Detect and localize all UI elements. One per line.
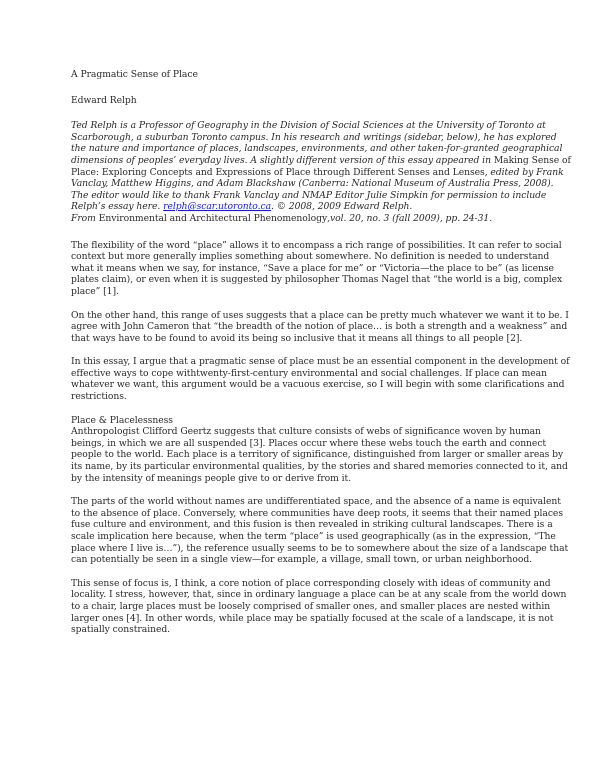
document-author: Edward Relph bbox=[71, 94, 137, 106]
section-paragraph: This sense of focus is, I think, a core notion of place corresponding closely with ideas of community and locality. I stress, however, that, since in ordinary language a place can be at any scale from the world down to a chair, large places must be loosely comprised of smaller ones, and smaller places are nested within larger ones [4]. In other words, while place may be spatially focused at the scale of a landscape, it is not spatially constrained. bbox=[71, 577, 567, 636]
book-title: Making Sense of Place: Exploring Concepts and Expressions of Place through Different Senses and Lenses bbox=[71, 154, 571, 178]
body-paragraph: In this essay, I argue that a pragmatic sense of place must be an essential component in the development of effective ways to cope withtwenty-first-century environmental and social challenges. If place can mean whatever we want, this argument would be a vacuous exercise, so I will begin with some clarifications and restrictions. bbox=[71, 356, 570, 403]
copyright-text: . © 2008, 2009 Edward Relph. bbox=[271, 201, 413, 213]
body-paragraph: The flexibility of the word “place” allows it to encompass a rich range of possibilities. It can refer to social context but more generally implies something about somewhere. No definition is needed to understand what it means when we say, for instance, “Save a place for me” or “Victoria—the place to be” (as license plates claim), or even when it is suggested by philosopher Thomas Nagel that “the world is a big, complex place” [1]. bbox=[71, 239, 563, 297]
section-paragraph: Anthropologist Clifford Geertz suggests that culture consists of webs of significance woven by human beings, in which we are all suspended [3]. Places occur where these webs touch the earth and connect people to the world. Each place is a territory of significance, distinguished from larger or smaller areas by its name, by its particular environmental qualities, by the stories and shared memories connected to it, and by the intensity of meanings people give to or derive from it. bbox=[71, 426, 568, 484]
section-heading: Place & Placelessness bbox=[71, 414, 173, 426]
author-bio-intro bbox=[71, 120, 571, 224]
intro-text-2: , edited by Frank Vanclay, Matthew Higgins, and Adam Blackshaw (Canberra: National Museum of Australia Press, 2008). The editor would like to thank Frank Vanclay and NMAP Editor Julie Simpkin for permission to include Relph’s essay here. bbox=[71, 166, 564, 213]
intro-text-1: Ted Relph is a Professor of Geography in the Division of Social Sciences at the University of Toronto at Scarborough, a suburban Toronto campus. In his research and writings (sidebar, below), he has explored the nature and importance of places, landscapes, environments, and other taken-for-granted geographical dimensions of peoples’ everyday lives. A slightly different version of this essay appeared in bbox=[71, 120, 563, 166]
email-link[interactable]: relph@scar.utoronto.ca bbox=[163, 201, 272, 213]
citation-text: ,vol. 20, no. 3 (fall 2009), pp. 24-31. bbox=[327, 212, 493, 224]
from-label: From bbox=[71, 212, 99, 224]
section-place-placelessness bbox=[71, 415, 571, 485]
section-paragraph: The parts of the world without names are undifferentiated space, and the absence of a name is equivalent to the absence of place. Conversely, where communities have deep roots, it seems that their named places fuse culture and environment, and this fusion is then revealed in striking cultural landscapes. There is a scale implication here because, when the term “place” is used geographically (as in the expression, “The place where I live is…”), the reference usually seems to be to somewhere about the size of a landscape that can potentially be seen in a single view—for example, a village, small town, or urban neighborhood. bbox=[71, 496, 569, 566]
journal-title: Environmental and Architectural Phenomenology bbox=[98, 212, 328, 224]
document-page bbox=[71, 69, 571, 648]
document-title: A Pragmatic Sense of Place bbox=[71, 69, 198, 80]
body-paragraph: On the other hand, this range of uses suggests that a place can be pretty much whatever we want it to be. I agree with John Cameron that “the breadth of the notion of place… is both a strength and a weakness” and that ways have to be found to avoid its being so inclusive that it means all things to all people [2]. bbox=[71, 309, 569, 344]
